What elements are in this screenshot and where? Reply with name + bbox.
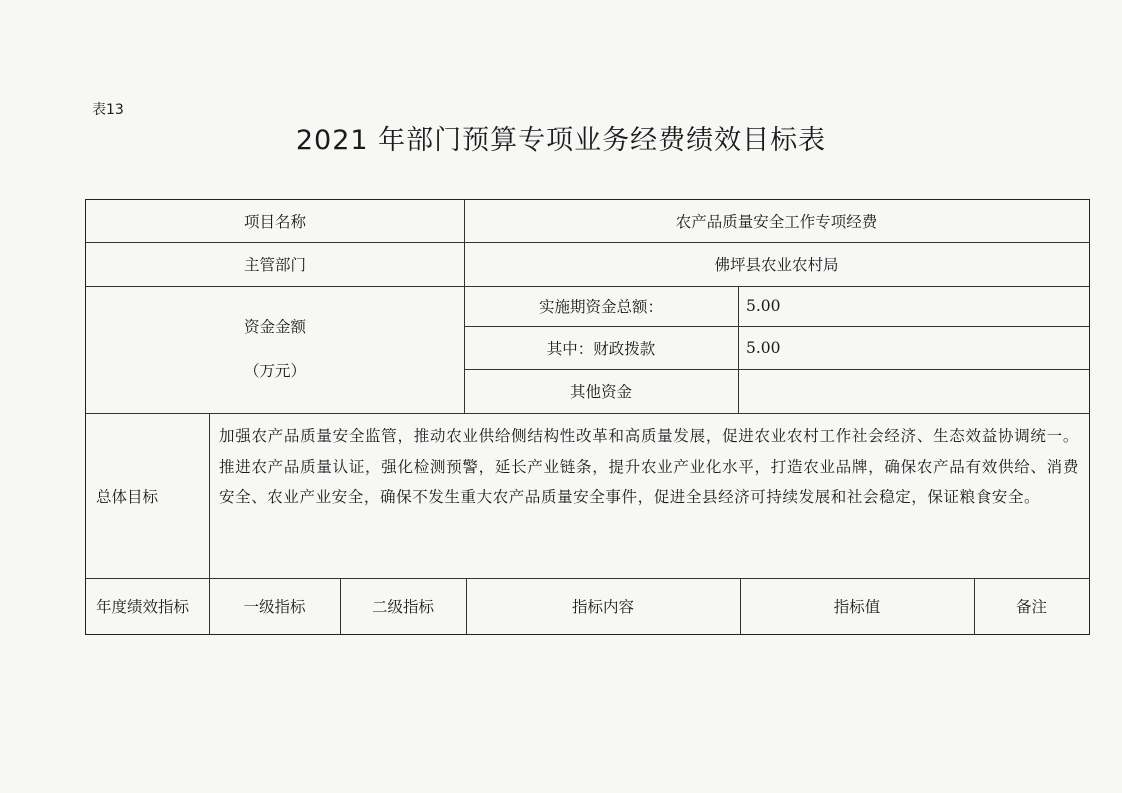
funds-total-value: 5.00 <box>746 297 781 315</box>
project-name-value: 农产品质量安全工作专项经费 <box>675 213 878 231</box>
funds-total-label: 实施期资金总额： <box>538 298 663 316</box>
column-level-two-indicator: 二级指标 <box>371 598 434 616</box>
funds-other-label: 其他资金 <box>569 383 632 401</box>
funds-fiscal-value: 5.00 <box>746 338 781 357</box>
annual-indicator-label: 年度绩效指标 <box>96 598 190 616</box>
column-level-one-indicator: 一级指标 <box>243 598 306 616</box>
funds-unit: （万元） <box>243 362 306 380</box>
funds-label: 资金金额 <box>243 318 306 336</box>
page-title: 2021 年部门预算专项业务经费绩效目标表 <box>295 125 827 156</box>
department-label: 主管部门 <box>243 256 306 274</box>
overall-target-text: 加强农产品质量安全监管，推动农业供给侧结构性改革和高质量发展，促进农业农村工作社会经济、生态效益协调统一。推进农产品质量认证，强化检测预警，延长产业链条，提升农业产业化水平，打造农业品牌，确保农产品有效供给、消费安全、农业产业安全，确保不发生重大农产品质量安全事件，促进全县经济可持续发展和社会稳定，保证粮食安全。 <box>219 427 1079 506</box>
table-number: 表13 <box>92 102 124 118</box>
department-value: 佛坪县农业农村局 <box>714 256 839 274</box>
column-remarks: 备注 <box>1015 598 1047 616</box>
project-name-label: 项目名称 <box>243 213 306 231</box>
funds-other-value <box>738 369 1089 413</box>
column-indicator-value: 指标值 <box>833 598 881 616</box>
performance-target-table <box>85 199 1090 635</box>
column-indicator-content: 指标内容 <box>571 598 634 616</box>
funds-fiscal-label: 其中：财政拨款 <box>546 339 656 358</box>
overall-target-label: 总体目标 <box>96 487 159 506</box>
